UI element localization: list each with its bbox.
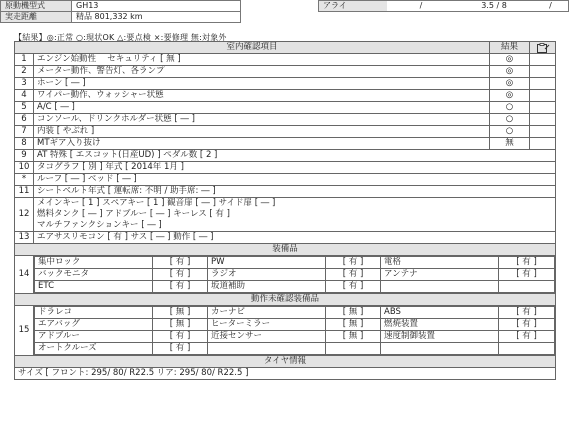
row-number: 15	[15, 306, 34, 356]
row-extra	[530, 54, 556, 66]
distance-value: 精品 801,332 km	[72, 12, 241, 23]
clipboard-icon	[536, 43, 550, 53]
row-text: A/C [ ― ]	[34, 102, 490, 114]
equipment-grid	[34, 256, 555, 293]
equip-name: PW	[208, 257, 326, 269]
row-result: ◎	[490, 78, 530, 90]
row-result: ◎	[490, 66, 530, 78]
equip-value: [ 有 ]	[499, 319, 555, 331]
inspection-table	[14, 41, 556, 380]
equip-name: 速度制御装置	[381, 331, 499, 343]
equip-value: [ 無 ]	[153, 319, 208, 331]
equip-name: 燃焼装置	[381, 319, 499, 331]
row-number: 2	[15, 66, 34, 78]
row-result: ○	[490, 114, 530, 126]
row-extra	[530, 114, 556, 126]
table-row	[15, 138, 556, 150]
table-row	[15, 232, 556, 244]
equip-name: ドラレコ	[35, 307, 153, 319]
equip-name: アドブルー	[35, 331, 153, 343]
keys-cell	[34, 198, 556, 232]
row-text: 内装 [ やぶれ ]	[34, 126, 490, 138]
equip-name: 集中ロック	[35, 257, 153, 269]
keys-line-2: 燃料タンク [ ― ] アドブルー [ ― ] キーレス [ 有 ]	[37, 209, 230, 219]
table-row	[15, 186, 556, 198]
keys-row	[15, 198, 556, 232]
row-text: エアサスリモコン [ 有 ] サス [ ― ] 動作 [ ― ]	[34, 232, 556, 244]
row-number: 13	[15, 232, 34, 244]
row-extra	[530, 90, 556, 102]
table-row	[15, 174, 556, 186]
align-label: アライ	[319, 1, 388, 12]
row-text: ホーン [ ― ]	[34, 78, 490, 90]
keys-line-3: マルチファンクションキー [ ― ]	[37, 220, 162, 230]
equip-value	[326, 343, 381, 355]
keys-line-1: メインキー [ 1 ] スペアキー [ 1 ] 観音扉 [ ― ] サイド扉 [ ― ]	[37, 198, 276, 208]
unchecked-grid	[34, 306, 555, 355]
equip-name: ETC	[35, 281, 153, 293]
table-row	[15, 150, 556, 162]
row-number: 8	[15, 138, 34, 150]
equip-value: [ 有 ]	[153, 281, 208, 293]
row-number: *	[15, 174, 34, 186]
equip-value: [ 無 ]	[153, 307, 208, 319]
equip-value: [ 無 ]	[326, 307, 381, 319]
equip-value: [ 有 ]	[326, 281, 381, 293]
unchecked-header-row	[15, 294, 556, 306]
distance-label: 実走距離	[1, 12, 72, 23]
vehicle-info-header	[0, 0, 569, 30]
equip-value: [ 有 ]	[499, 331, 555, 343]
table-row	[15, 54, 556, 66]
interior-title: 室内確認項目	[15, 42, 490, 54]
equip-name: ABS	[381, 307, 499, 319]
row-result: ◎	[490, 90, 530, 102]
row-number: 5	[15, 102, 34, 114]
equip-name: オートクルーズ	[35, 343, 153, 355]
row-result: 無	[490, 138, 530, 150]
equip-name: ヒーターミラー	[208, 319, 326, 331]
row-text: ワイパー動作、ウォッシャー状態	[34, 90, 490, 102]
equip-value: [ 有 ]	[499, 257, 555, 269]
row-text: ルーフ [ ― ] ベッド [ ― ]	[34, 174, 556, 186]
row-number: 10	[15, 162, 34, 174]
equip-name	[208, 343, 326, 355]
equip-name: アンテナ	[381, 269, 499, 281]
row-number: 12	[15, 198, 34, 232]
model-value: GH13	[72, 1, 241, 12]
equip-value: [ 有 ]	[153, 269, 208, 281]
row-text: エンジン始動性 セキュリティ [ 無 ]	[34, 54, 490, 66]
edit-icon-cell	[530, 42, 556, 54]
row-number: 1	[15, 54, 34, 66]
row-text: シートベルト年式 [ 運転席: 不明 / 助手席: ― ]	[34, 186, 556, 198]
tire-size-text: サイズ [ フロント: 295/ 80/ R22.5 リア: 295/ 80/ R22.5 ]	[15, 368, 556, 380]
row-extra	[530, 138, 556, 150]
align-slash-1: /	[387, 1, 455, 12]
row-number: 7	[15, 126, 34, 138]
model-label: 原動機型式	[1, 1, 72, 12]
row-number: 3	[15, 78, 34, 90]
equip-name: バックモニタ	[35, 269, 153, 281]
row-result: ◎	[490, 54, 530, 66]
row-text: メーター動作、警告灯、各ランプ	[34, 66, 490, 78]
unchecked-block	[15, 306, 556, 356]
equip-value: [ 有 ]	[499, 307, 555, 319]
equip-value: [ 有 ]	[326, 257, 381, 269]
equip-value: [ 無 ]	[326, 331, 381, 343]
equip-name: ラジオ	[208, 269, 326, 281]
equip-name: カーナビ	[208, 307, 326, 319]
row-number: 9	[15, 150, 34, 162]
equipment-cell	[34, 256, 556, 294]
align-value: 3.5 / 8	[455, 1, 533, 12]
equipment-block	[15, 256, 556, 294]
row-text: タコグラフ [ 別 ] 年式 [ 2014年 1月 ]	[34, 162, 556, 174]
equip-name: 近接センサー	[208, 331, 326, 343]
row-extra	[530, 126, 556, 138]
table-row	[15, 102, 556, 114]
row-extra	[530, 102, 556, 114]
equip-value: [ 有 ]	[153, 257, 208, 269]
equip-name: 坂道補助	[208, 281, 326, 293]
row-number: 4	[15, 90, 34, 102]
equip-value: [ 無 ]	[326, 319, 381, 331]
table-row	[15, 114, 556, 126]
equip-value	[499, 343, 555, 355]
table-row	[15, 162, 556, 174]
unchecked-title: 動作未確認装備品	[15, 294, 556, 306]
table-row	[15, 90, 556, 102]
interior-header-row	[15, 42, 556, 54]
equip-name: 電格	[381, 257, 499, 269]
row-extra	[530, 66, 556, 78]
equip-name: エアバッグ	[35, 319, 153, 331]
tire-title: タイヤ情報	[15, 356, 556, 368]
row-number: 14	[15, 256, 34, 294]
tire-size-row	[15, 368, 556, 380]
equip-value	[499, 281, 555, 293]
equipment-title: 装備品	[15, 244, 556, 256]
table-row	[15, 66, 556, 78]
row-text: AT 特殊 [ エスコット(日産UD) ] ペダル数 [ 2 ]	[34, 150, 556, 162]
table-row	[15, 126, 556, 138]
row-number: 6	[15, 114, 34, 126]
row-result: ○	[490, 102, 530, 114]
equip-value: [ 有 ]	[499, 269, 555, 281]
tire-header-row	[15, 356, 556, 368]
equip-value: [ 有 ]	[153, 343, 208, 355]
equip-name	[381, 281, 499, 293]
table-row	[15, 78, 556, 90]
unchecked-cell	[34, 306, 556, 356]
equipment-header-row	[15, 244, 556, 256]
row-text: MTギア入り抜け	[34, 138, 490, 150]
result-header: 結果	[490, 42, 530, 54]
align-slash-2: /	[533, 1, 569, 12]
row-text: コンソール、ドリンクホルダー状態 [ ― ]	[34, 114, 490, 126]
row-number: 11	[15, 186, 34, 198]
row-result: ○	[490, 126, 530, 138]
equip-value: [ 有 ]	[326, 269, 381, 281]
result-legend: 【結果】◎:正常 ○:現状OK △:要点検 ×:要修理 無:対象外	[14, 33, 227, 42]
equip-value: [ 有 ]	[153, 331, 208, 343]
equip-name	[381, 343, 499, 355]
row-extra	[530, 78, 556, 90]
